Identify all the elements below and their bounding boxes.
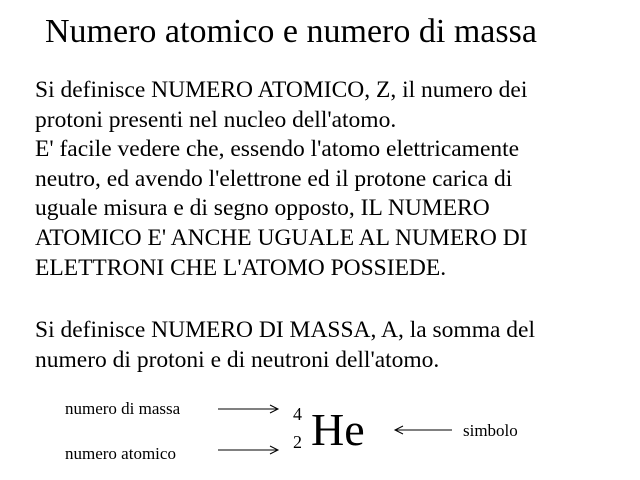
- page-title: Numero atomico e numero di massa: [45, 13, 537, 50]
- text-line: numero di protoni e di neutroni dell'atomo.: [35, 346, 440, 373]
- element-symbol: He: [311, 404, 365, 455]
- mass-number-arrow-icon: [218, 405, 278, 413]
- text-line: neutro, ed avendo l'elettrone ed il protone carica di: [35, 165, 513, 192]
- mass-number-label: numero di massa: [65, 399, 181, 418]
- text-line: uguale misura e di segno opposto, IL NUMERO: [35, 195, 490, 222]
- mass-number-definition: [35, 316, 535, 375]
- atomic-number-arrow-icon: [218, 446, 278, 454]
- text-line: Si definisce NUMERO ATOMICO, Z, il numero dei: [35, 77, 528, 103]
- atomic-number-definition: [35, 76, 528, 283]
- symbol-arrow-icon: [395, 426, 452, 434]
- mass-number-value: 4: [293, 404, 302, 424]
- text-line: protoni presenti nel nucleo dell'atomo.: [35, 106, 397, 133]
- atomic-number-value: 2: [293, 432, 302, 452]
- atomic-number-label: numero atomico: [65, 444, 176, 463]
- text-line: ATOMICO E' ANCHE UGUALE AL NUMERO DI: [35, 224, 528, 251]
- text-line: Si definisce NUMERO DI MASSA, A, la somma del: [35, 317, 536, 343]
- symbol-label: simbolo: [463, 421, 518, 440]
- text-line: E' facile vedere che, essendo l'atomo elettricamente: [35, 136, 520, 163]
- text-line: ELETTRONI CHE L'ATOMO POSSIEDE.: [35, 254, 447, 281]
